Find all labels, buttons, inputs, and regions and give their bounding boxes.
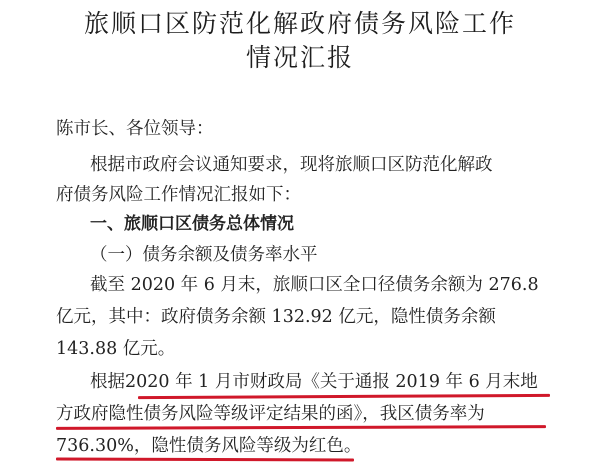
paragraph-2-line-1 [90,370,600,394]
intro-line-2: 府债务风险工作情况汇报如下： [56,185,301,205]
red-underline-3 [56,457,354,461]
red-underline-2 [56,425,546,430]
paragraph-2-prefix: 根据 [90,372,125,392]
paragraph-2-highlight: 2020 年 1 月市财政局《关于通报 2019 年 6 月末地 [125,372,538,392]
document-title-line-1: 旅顺口区防范化解政府债务风险工作 [83,9,516,38]
section-heading: 一、旅顺口区债务总体情况 [90,214,294,234]
salutation: 陈市长、各位领导： [56,119,214,139]
paragraph-1-line-3: 143.88 亿元。 [56,339,176,359]
paragraph-1-line-2: 亿元，其中：政府债务余额 132.92 亿元，隐性债务余额 [56,307,496,327]
red-underline-1 [138,394,550,399]
paragraph-2-line-3: 736.30%，隐性债务风险等级为红色。 [56,436,362,456]
document-title-line-2: 情况汇报 [245,43,354,72]
paragraph-2-line-2: 方政府隐性债务风险等级评定结果的函》，我区债务率为 [56,404,485,424]
paragraph-1-line-1: 截至 2020 年 6 月末，旅顺口区全口径债务余额为 276.8 [90,275,539,295]
subsection-heading: （一）债务余额及债务率水平 [90,245,318,265]
intro-line-1: 根据市政府会议通知要求，现将旅顺口区防范化解政 [90,155,493,175]
